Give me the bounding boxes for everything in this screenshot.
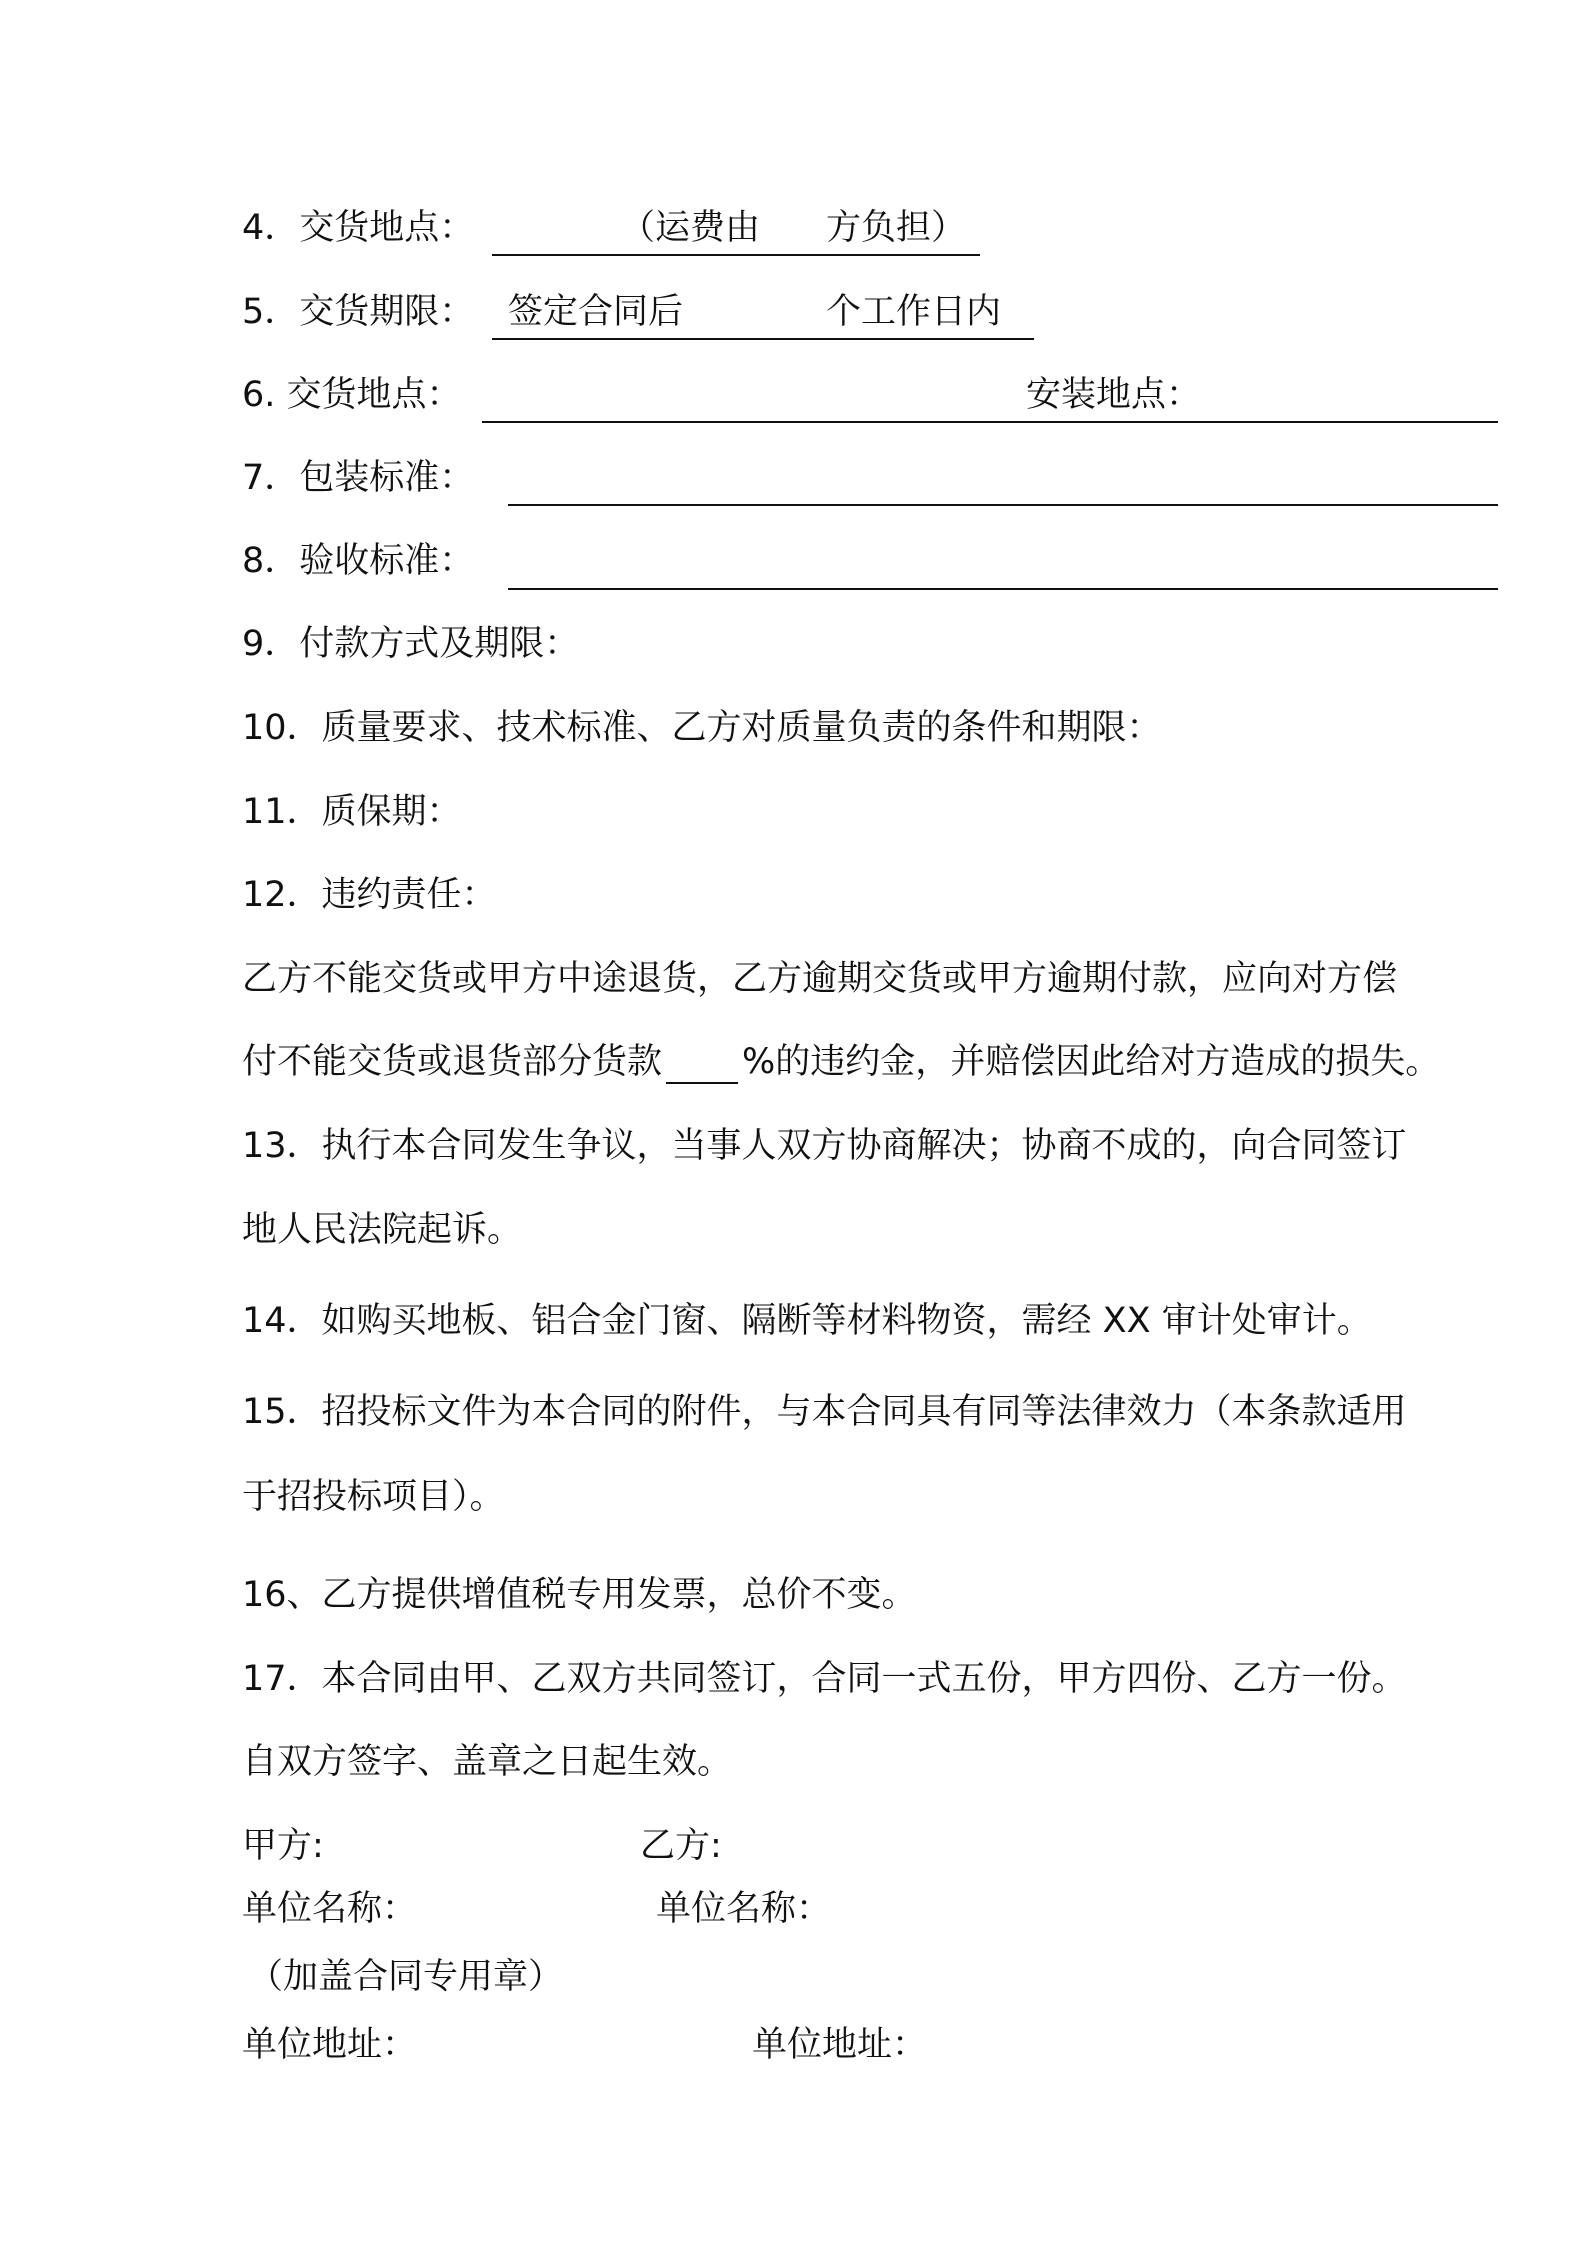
- clause-6: [242, 373, 462, 417]
- clause-5-underline: [492, 338, 1034, 340]
- clause-12-line-2-a: 付不能交货或退货部分货款: [242, 1042, 663, 1082]
- clause-4: [242, 206, 474, 250]
- clause-12-line-2-b: %的违约金，并赔偿因此给对方造成的损失。: [742, 1042, 1441, 1082]
- clause-5-text-a: 签定合同后: [508, 292, 684, 332]
- clause-7-underline: [508, 504, 1498, 506]
- clause-12-line-1: 乙方不能交货或甲方中途退货，乙方逾期交货或甲方逾期付款，应向对方偿: [242, 959, 1398, 999]
- clause-14: 14．如购买地板、铝合金门窗、隔断等材料物资，需经 XX 审计处审计。: [242, 1301, 1372, 1341]
- clause-4-freight-close: 方负担）: [826, 208, 967, 248]
- party-b-label: 乙方:: [640, 1826, 722, 1866]
- clause-11: 11．质保期：: [242, 792, 462, 832]
- penalty-percent-blank: [666, 1048, 738, 1084]
- clause-4-label: 4．交货地点：: [242, 208, 475, 248]
- clause-10: 10．质量要求、技术标准、乙方对质量负责的条件和期限：: [242, 708, 1162, 748]
- clause-7: [242, 456, 474, 500]
- clause-13-line-2: 地人民法院起诉。: [242, 1210, 523, 1250]
- clause-9: 9．付款方式及期限：: [242, 624, 580, 664]
- unit-address-a-label: 单位地址：: [242, 2025, 418, 2065]
- clause-4-freight-open: （运费由: [620, 208, 761, 248]
- clause-12-line-2: [242, 1040, 1440, 1084]
- clause-17-line-2: 自双方签字、盖章之日起生效。: [242, 1742, 733, 1782]
- clause-16: 16、乙方提供增值税专用发票，总价不变。: [242, 1575, 917, 1615]
- clause-8-underline: [508, 588, 1498, 590]
- clause-13-line-1: 13．执行本合同发生争议，当事人双方协商解决；协商不成的，向合同签订: [242, 1126, 1407, 1166]
- unit-name-b-label: 单位名称：: [656, 1889, 832, 1929]
- clause-7-label: 7．包装标准：: [242, 458, 475, 498]
- clause-12-label: 12．违约责任：: [242, 875, 497, 915]
- clause-8: [242, 539, 474, 583]
- clause-17-line-1: 17．本合同由甲、乙双方共同签订，合同一式五份，甲方四份、乙方一份。: [242, 1659, 1407, 1699]
- party-a-label: 甲方:: [242, 1826, 324, 1866]
- clause-15-line-1: 15．招投标文件为本合同的附件，与本合同具有同等法律效力（本条款适用: [242, 1392, 1407, 1432]
- unit-name-a-label: 单位名称：: [242, 1889, 418, 1929]
- clause-15-line-2: 于招投标项目）。: [242, 1477, 505, 1517]
- unit-address-b-label: 单位地址：: [752, 2025, 928, 2065]
- clause-6-label: 6. 交货地点：: [242, 375, 462, 415]
- clause-8-label: 8．验收标准：: [242, 541, 475, 581]
- clause-4-underline: [492, 254, 980, 256]
- clause-5: [242, 290, 474, 334]
- clause-5-label: 5．交货期限：: [242, 292, 475, 332]
- seal-note: （加盖合同专用章）: [248, 1957, 564, 1997]
- clause-6-install-label: 安装地点：: [1026, 375, 1202, 415]
- clause-5-text-b: 个工作日内: [826, 292, 1002, 332]
- clause-6-underline: [482, 421, 1498, 423]
